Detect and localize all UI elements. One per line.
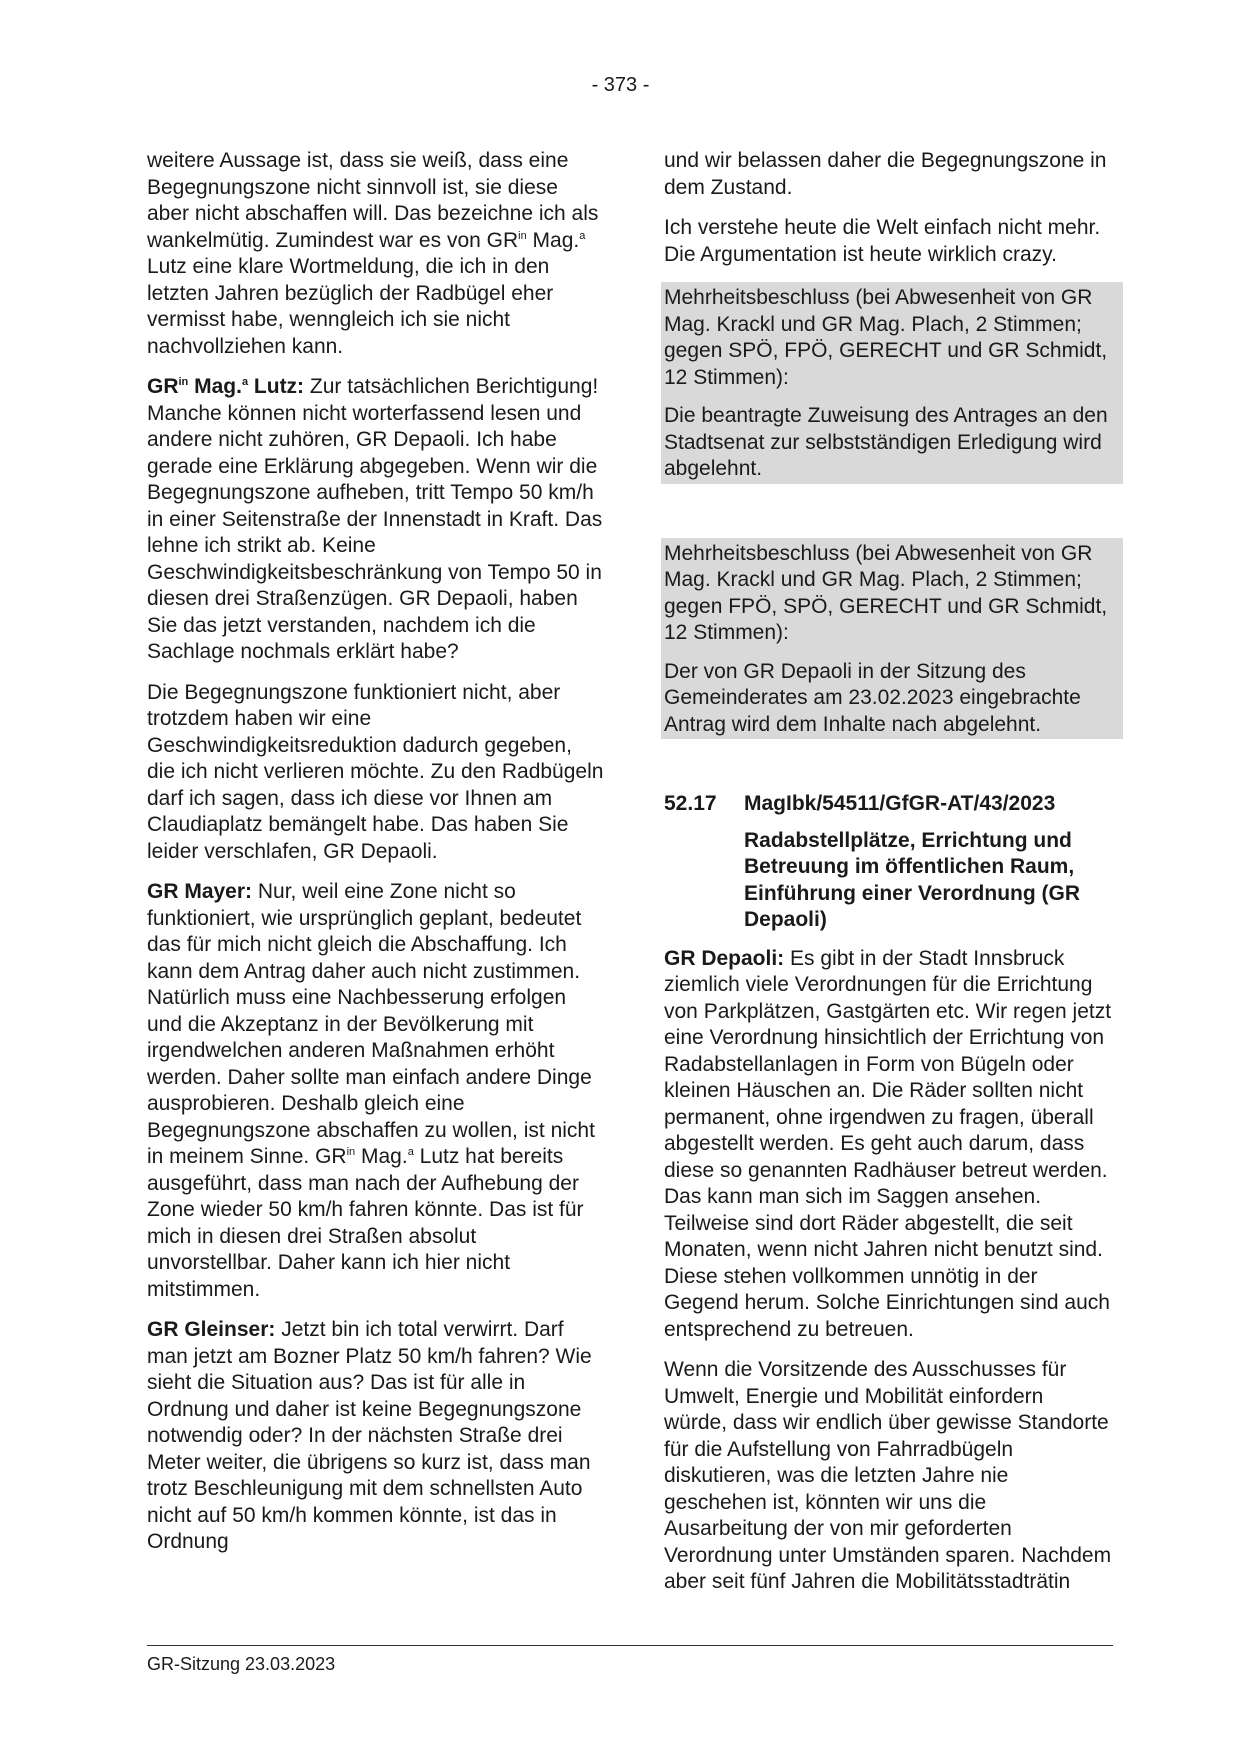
speaker-name: $GR^{in}$ Mag.$^a$ Lutz: bbox=[147, 375, 305, 398]
speaker-name: GR Gleinser: bbox=[147, 1318, 276, 1341]
paragraph: weitere Aussage ist, dass sie weiß, dass eine Begegnungszone nicht sinnvoll ist, sie diese aber nicht abschaffen will. Das bezeichne ich als wankelmütig. Zumindest war es von $GR^{in}$ Mag.$^a$ Lutz eine klare Wortmeldung, die ich in den letzten Jahren bezüglich der Radbügel eher vermisst habe, wenngleich ich sie nicht nachvollziehen kann. bbox=[147, 149, 599, 358]
footer-session-date: GR-Sitzung 23.03.2023 bbox=[147, 1654, 336, 1674]
vote-result: Mehrheitsbeschluss (bei Abwesenheit von GR Mag. Krackl und GR Mag. Plach, 2 Stimmen; gegen FPÖ, SPÖ, GERECHT und GR Schmidt, 12 Stimmen): bbox=[664, 541, 1108, 644]
vote-result: Mehrheitsbeschluss (bei Abwesenheit von GR Mag. Krackl und GR Mag. Plach, 2 Stimmen; gegen SPÖ, FPÖ, GERECHT und GR Schmidt, 12 Stimmen): bbox=[664, 286, 1108, 389]
decision-text: Der von GR Depaoli in der Sitzung des Gemeinderates am 23.02.2023 eingebrachte Antrag wird dem Inhalte nach abgelehnt. bbox=[664, 659, 1081, 736]
paragraph: Ich verstehe heute die Welt einfach nicht mehr. Die Argumentation ist heute wirklich crazy. bbox=[664, 216, 1101, 266]
right-column bbox=[664, 148, 1112, 1610]
left-column bbox=[147, 148, 605, 1570]
paragraph: GR Gleinser: Jetzt bin ich total verwirrt. Darf man jetzt am Bozner Platz 50 km/h fahren? Wie sieht die Situation aus? Das ist für alle in Ordnung und daher ist keine Begegnungszone notwendig oder? In der nächsten Straße drei Meter weiter, die übrigens so kurz ist, dass man trotz Beschleunigung mit dem schnellsten Auto nicht auf 50 km/h kommen könnte, ist das in Ordnung bbox=[147, 1318, 592, 1553]
decision-text: Die beantragte Zuweisung des Antrages an den Stadtsenat zur selbstständigen Erledigung wird abgelehnt. bbox=[664, 404, 1108, 480]
agenda-item-number: 52.17 bbox=[664, 792, 717, 815]
footer-divider bbox=[147, 1645, 1113, 1646]
paragraph: Die Begegnungszone funktioniert nicht, aber trotzdem haben wir eine Geschwindigkeitsreduktion dadurch gegeben, die ich nicht verlieren möchte. Zu den Radbügeln darf ich sagen, dass ich diese vor Ihnen am Claudiaplatz bemängelt habe. Das haben Sie leider verschlafen, GR Depaoli. bbox=[147, 680, 604, 863]
paragraph: $GR^{in}$ Mag.$^a$ Lutz: Zur tatsächlichen Berichtigung! Manche können nicht worterfassend lesen und andere nicht zuhören, GR Depaoli. Ich habe gerade eine Erklärung abgegeben. Wenn wir die Begegnungszone aufheben, tritt Tempo 50 km/h in einer Seitenstraße der Innenstadt in Kraft. Das lehne ich strikt ab. Keine Geschwindigkeitsbeschränkung von Tempo 50 in diesen drei Straßenzügen. GR Depaoli, haben Sie das jetzt verstanden, nachdem ich die Sachlage nochmals erklärt habe? bbox=[147, 375, 603, 663]
paragraph: GR Mayer: Nur, weil eine Zone nicht so funktioniert, wie ursprünglich geplant, bedeutet das für mich nicht gleich die Abschaffung. Ich kann dem Antrag daher auch nicht zustimmen. Natürlich muss eine Nachbesserung erfolgen und die Akzeptanz in der Bevölkerung mit irgendwelchen anderen Maßnahmen erhöht werden. Daher sollte man einfach andere Dinge ausprobieren. Deshalb gleich eine Begegnungszone abschaffen zu wollen, ist nicht in meinem Sinne. $GR^{in}$ Mag.$^a$ Lutz hat bereits ausgeführt, dass man nach der Aufhebung der Zone wieder 50 km/h fahren könnte. Das ist für mich in diesen drei Straßen absolut unvorstellbar. Daher kann ich hier nicht mitstimmen. bbox=[147, 880, 595, 1301]
paragraph: Wenn die Vorsitzende des Ausschusses für Umwelt, Energie und Mobilität einfordern würde, dass wir endlich über gewisse Standorte für die Aufstellung von Fahrradbügeln diskutieren, was die letzten Jahre nie geschehen ist, könnten wir uns die Ausarbeitung der von mir geforderten Verordnung unter Umständen sparen. Nachdem aber seit fünf Jahren die Mobilitätsstadträtin bbox=[664, 1358, 1112, 1593]
agenda-item-title: Radabstellplätze, Errichtung und Betreuung im öffentlichen Raum, Einführung einer Verordnung (GR Depaoli) bbox=[744, 828, 1080, 931]
agenda-item-heading bbox=[664, 791, 1112, 818]
page-number: - 373 - bbox=[591, 74, 650, 96]
resolution-box bbox=[661, 282, 1123, 484]
speaker-name: GR Mayer: bbox=[147, 880, 253, 903]
agenda-item-reference: MagIbk/54511/GfGR-AT/43/2023 bbox=[744, 792, 1056, 815]
paragraph: GR Depaoli: Es gibt in der Stadt Innsbruck ziemlich viele Verordnungen für die Errichtung von Parkplätzen, Gastgärten etc. Wir regen jetzt eine Verordnung hinsichtlich der Errichtung von Radabstellanlagen in Form von Bügeln oder kleinen Häuschen an. Die Räder sollten nicht permanent, ohne irgendwen zu fragen, überall abgestellt werden. Es geht auch darum, dass diese so genannten Radhäuser betreut werden. Das kann man sich im Saggen ansehen. Teilweise sind dort Räder abgestellt, die seit Monaten, wenn nicht Jahren nicht benutzt sind. Diese stehen vollkommen unnötig in der Gegend herum. Solche Einrichtungen sind auch entsprechend zu betreuen. bbox=[664, 946, 1112, 1341]
resolution-box bbox=[661, 538, 1123, 740]
speaker-name: GR Depaoli: bbox=[664, 946, 785, 970]
paragraph: und wir belassen daher die Begegnungszone in dem Zustand. bbox=[664, 149, 1107, 199]
